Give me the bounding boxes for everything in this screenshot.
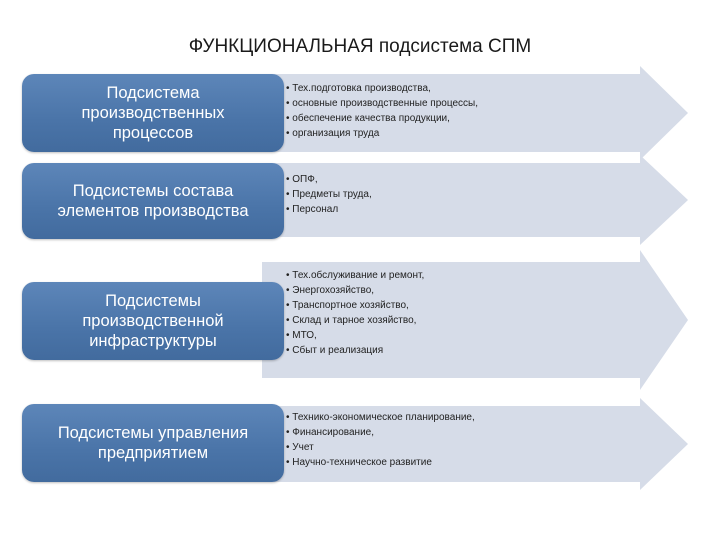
- list-item: • Тех.подготовка производства,: [286, 81, 478, 96]
- item-list: [286, 172, 372, 217]
- list-item: • Транспортное хозяйство,: [286, 298, 424, 313]
- list-item: • Сбыт и реализация: [286, 343, 424, 358]
- subsystem-box: [22, 74, 284, 152]
- list-item: • Энергохозяйство,: [286, 283, 424, 298]
- row-enterprise-management: [0, 398, 720, 490]
- list-item: • Учет: [286, 440, 475, 455]
- list-item: • Склад и тарное хозяйство,: [286, 313, 424, 328]
- list-item: • обеспечение качества продукции,: [286, 111, 478, 126]
- diagram-title: ФУНКЦИОНАЛЬНАЯ подсистема СПМ: [188, 36, 532, 57]
- row-production-infrastructure: [0, 250, 720, 390]
- list-item: • МТО,: [286, 328, 424, 343]
- subsystem-box: [22, 282, 284, 360]
- list-item: • Финансирование,: [286, 425, 475, 440]
- item-list: [286, 81, 478, 141]
- list-item: • Предметы труда,: [286, 187, 372, 202]
- list-item: • ОПФ,: [286, 172, 372, 187]
- row-production-processes: [0, 66, 720, 160]
- subsystem-box: [22, 163, 284, 239]
- subsystem-label: Подсистема производственных процессов: [81, 84, 225, 142]
- subsystem-label: Подсистемы состава элементов производства: [57, 182, 249, 220]
- item-list: [286, 268, 424, 358]
- list-item: • Персонал: [286, 202, 372, 217]
- list-item: • организация труда: [286, 126, 478, 141]
- subsystem-label: Подсистемы управления предприятием: [57, 424, 249, 462]
- subsystem-label: Подсистемы производственной инфраструктуры: [82, 292, 224, 350]
- list-item: • основные производственные процессы,: [286, 96, 478, 111]
- item-list: [286, 410, 475, 470]
- list-item: • Научно-техническое развитие: [286, 455, 475, 470]
- row-production-elements: [0, 155, 720, 245]
- subsystem-box: [22, 404, 284, 482]
- list-item: • Технико-экономическое планирование,: [286, 410, 475, 425]
- list-item: • Тех.обслуживание и ремонт,: [286, 268, 424, 283]
